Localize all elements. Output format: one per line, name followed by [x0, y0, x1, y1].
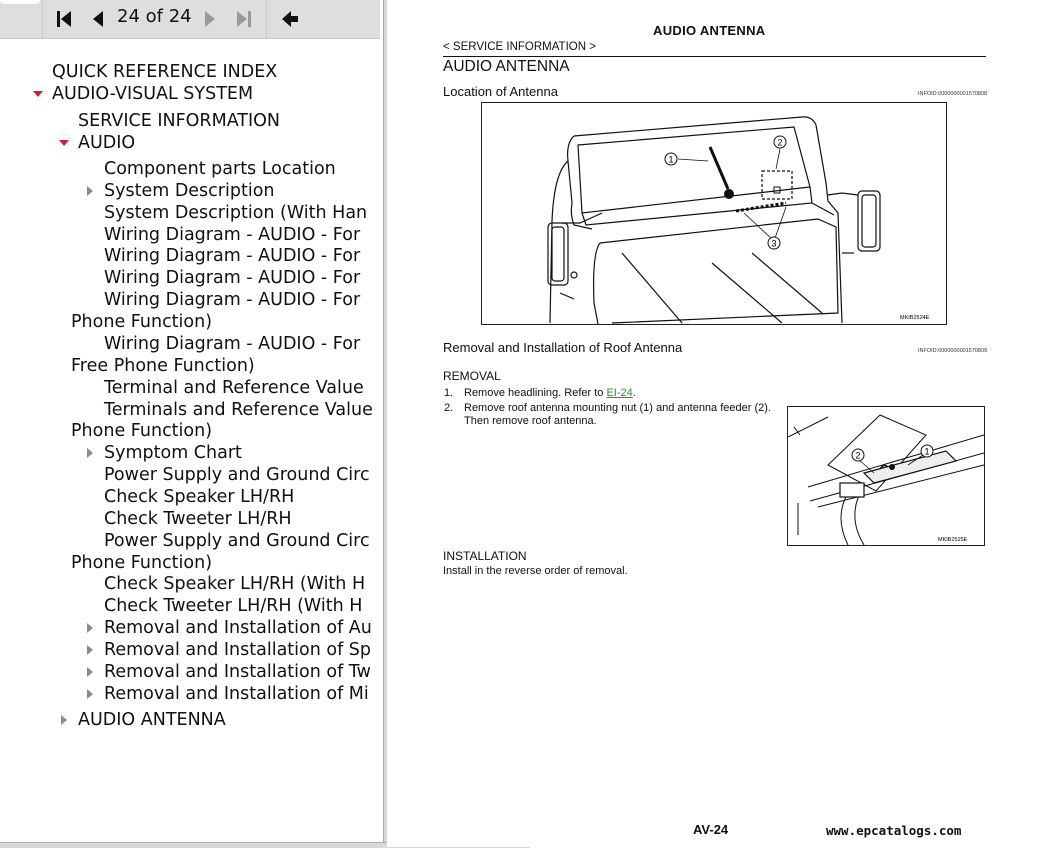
- toc-item-label: Component parts Location: [104, 159, 336, 179]
- toc-item-label: AUDIO: [78, 133, 136, 153]
- toc-item-label: AUDIO-VISUAL SYSTEM: [52, 84, 254, 104]
- svg-text:2: 2: [855, 450, 861, 461]
- toc-item-label: AUDIO ANTENNA: [78, 710, 226, 730]
- viewer-toolbar: [0, 0, 380, 39]
- toc-item-label: System Description (With Han: [104, 203, 368, 223]
- toolbar-corner: [0, 0, 40, 4]
- toc-item[interactable]: [104, 442, 242, 464]
- toc-item-label: Check Speaker LH/RH (With H: [104, 574, 366, 594]
- toc-item[interactable]: [78, 132, 135, 154]
- location-heading: Location of Antenna: [443, 84, 558, 99]
- toc-item[interactable]: [104, 333, 360, 355]
- toc-item[interactable]: [104, 661, 371, 683]
- toc-item[interactable]: [104, 224, 360, 246]
- toc-item[interactable]: [104, 486, 294, 508]
- toc-item-label: Wiring Diagram - AUDIO - For: [104, 246, 361, 266]
- toc-item[interactable]: [71, 420, 212, 442]
- svg-text:2: 2: [777, 137, 783, 148]
- toc-item-label: Phone Function): [71, 553, 213, 573]
- svg-text:1: 1: [924, 446, 930, 457]
- removal-label: REMOVAL: [443, 369, 501, 383]
- callout-1: [921, 445, 933, 457]
- toc-item[interactable]: [104, 202, 367, 224]
- vehicle-cab-illustration: [482, 103, 946, 324]
- roof-antenna-figure: [787, 406, 985, 546]
- step-text: Remove headlining. Refer to: [464, 387, 607, 399]
- toc-item[interactable]: [104, 180, 275, 202]
- toolbar-separator: [266, 0, 267, 38]
- toc-item-label: Check Tweeter LH/RH (With H: [104, 596, 363, 616]
- toc-item-label: Symptom Chart: [104, 443, 242, 463]
- installation-text: Install in the reverse order of removal.: [443, 565, 628, 577]
- toc-item-label: Removal and Installation of Au: [104, 618, 372, 638]
- info-id: INFOID:0000000001570809: [918, 348, 988, 354]
- callout-3: [768, 237, 780, 249]
- section-title: AUDIO ANTENNA: [443, 58, 570, 75]
- expand-arrow-icon[interactable]: [87, 689, 93, 699]
- bookmark-pane: [0, 0, 383, 847]
- removal-heading: Removal and Installation of Roof Antenna: [443, 340, 683, 355]
- step-2-line-2: Then remove roof antenna.: [464, 415, 597, 427]
- toc-item-label: Check Speaker LH/RH: [104, 487, 295, 507]
- toc-item-label: Wiring Diagram - AUDIO - For: [104, 290, 361, 310]
- callout-1: [665, 153, 677, 165]
- figure-code: MKIB2525E: [938, 537, 968, 543]
- toc-item[interactable]: [104, 245, 360, 267]
- previous-page-icon[interactable]: [88, 7, 108, 31]
- toc-item-label: System Description: [104, 181, 275, 201]
- next-page-icon[interactable]: [200, 7, 220, 31]
- toc-item[interactable]: [104, 617, 372, 639]
- expand-arrow-icon[interactable]: [87, 448, 93, 458]
- toc-item[interactable]: [104, 595, 362, 617]
- toc-item[interactable]: [104, 399, 373, 421]
- toc-item[interactable]: [78, 709, 226, 731]
- toc-item[interactable]: [71, 552, 212, 574]
- last-page-icon[interactable]: [232, 7, 256, 31]
- toc-item[interactable]: [71, 355, 255, 377]
- toc-item-label: Wiring Diagram - AUDIO - For: [104, 225, 361, 245]
- page-number: AV-24: [693, 822, 729, 837]
- footer-url[interactable]: www.epcatalogs.com: [826, 823, 962, 838]
- breadcrumb: < SERVICE INFORMATION >: [443, 41, 596, 53]
- toc-item-label: Terminal and Reference Value: [104, 378, 364, 398]
- antenna-location-figure: [481, 102, 947, 325]
- ei-24-link[interactable]: EI-24: [606, 387, 633, 399]
- toc-item-label: Check Tweeter LH/RH: [104, 509, 292, 529]
- back-arrow-icon[interactable]: [278, 7, 302, 31]
- expand-arrow-icon[interactable]: [61, 715, 67, 725]
- collapse-arrow-icon[interactable]: [59, 140, 69, 146]
- toc-item[interactable]: [104, 267, 360, 289]
- step-1: [464, 387, 636, 399]
- toc-item-label: Free Phone Function): [71, 356, 255, 376]
- toc-item[interactable]: [104, 639, 371, 661]
- toc-item[interactable]: [104, 683, 369, 705]
- toc-item-label: Power Supply and Ground Circ: [104, 531, 370, 551]
- toc-item[interactable]: [104, 289, 360, 311]
- toc-item[interactable]: [104, 530, 370, 552]
- toc-item-label: SERVICE INFORMATION: [78, 111, 281, 131]
- toc-item-label: Wiring Diagram - AUDIO - For: [104, 268, 361, 288]
- page-counter[interactable]: 24 of 24: [117, 6, 192, 27]
- toc-item-label: Phone Function): [71, 421, 213, 441]
- toc-item-label: QUICK REFERENCE INDEX: [52, 62, 278, 82]
- toc-item[interactable]: [104, 508, 292, 530]
- toc-item[interactable]: [52, 61, 277, 83]
- toc-item-label: Removal and Installation of Tw: [104, 662, 371, 682]
- callout-2: [852, 449, 864, 461]
- expand-arrow-icon[interactable]: [87, 645, 93, 655]
- toc-item[interactable]: [104, 464, 370, 486]
- document-page: [387, 0, 1038, 847]
- expand-arrow-icon[interactable]: [87, 623, 93, 633]
- callout-2: [774, 136, 786, 148]
- toc-item[interactable]: [104, 377, 364, 399]
- toc-item[interactable]: [104, 158, 336, 180]
- page-header-title: AUDIO ANTENNA: [653, 23, 766, 38]
- toc-item-label: Removal and Installation of Sp: [104, 640, 372, 660]
- svg-text:3: 3: [771, 238, 777, 249]
- figure-code: MKIB2524E: [900, 315, 930, 321]
- toc-item-label: Terminals and Reference Value: [104, 400, 373, 420]
- toolbar-separator: [42, 0, 43, 38]
- step-text-end: .: [632, 387, 636, 399]
- toc-item-label: Wiring Diagram - AUDIO - For: [104, 334, 361, 354]
- toc-item[interactable]: [71, 311, 212, 333]
- svg-text:1: 1: [668, 154, 674, 165]
- step-2-line-1: Remove roof antenna mounting nut (1) and antenna feeder (2).: [464, 402, 771, 414]
- toc-item-label: Power Supply and Ground Circ: [104, 465, 370, 485]
- collapse-arrow-icon[interactable]: [33, 91, 43, 97]
- first-page-icon[interactable]: [52, 7, 76, 31]
- toc-item[interactable]: [104, 573, 365, 595]
- toc-item[interactable]: [78, 110, 280, 132]
- step-number: 2.: [444, 402, 454, 414]
- expand-arrow-icon[interactable]: [87, 186, 93, 196]
- toc-item-label: Phone Function): [71, 312, 213, 332]
- toc-item[interactable]: [52, 83, 253, 105]
- info-id: INFOID:0000000001570808: [918, 91, 988, 97]
- expand-arrow-icon[interactable]: [87, 667, 93, 677]
- step-number: 1.: [444, 387, 454, 399]
- installation-label: INSTALLATION: [443, 549, 527, 563]
- toc-item-label: Removal and Installation of Mi: [104, 684, 369, 704]
- roof-antenna-illustration: [788, 407, 984, 545]
